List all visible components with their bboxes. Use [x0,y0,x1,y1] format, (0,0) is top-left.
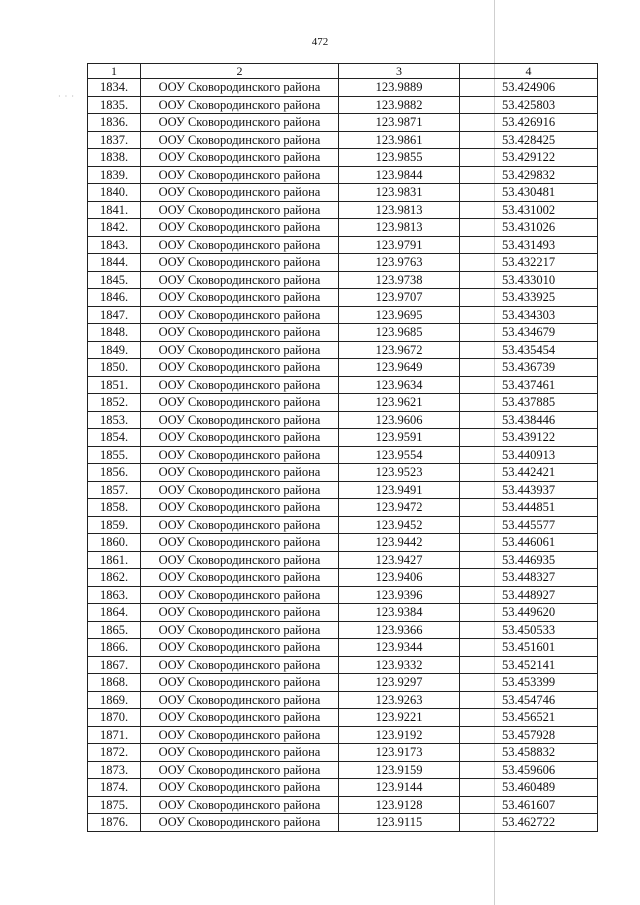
object-name: ООУ Сковородинского района [141,586,339,604]
row-number: 1859. [88,516,141,534]
object-name: ООУ Сковородинского района [141,761,339,779]
row-number: 1857. [88,481,141,499]
row-number: 1845. [88,271,141,289]
latitude-value: 53.448327 [460,569,598,587]
object-name: ООУ Сковородинского района [141,341,339,359]
longitude-value: 123.9144 [339,779,460,797]
latitude-value: 53.438446 [460,411,598,429]
longitude-value: 123.9882 [339,96,460,114]
longitude-value: 123.9366 [339,621,460,639]
table-row [88,516,598,534]
latitude-value: 53.437461 [460,376,598,394]
table-row [88,254,598,272]
latitude-value: 53.431493 [460,236,598,254]
row-number: 1866. [88,639,141,657]
object-name: ООУ Сковородинского района [141,394,339,412]
table-row [88,236,598,254]
row-number: 1856. [88,464,141,482]
table-row [88,814,598,832]
table-row [88,429,598,447]
table-row [88,219,598,237]
longitude-value: 123.9791 [339,236,460,254]
table-row [88,306,598,324]
latitude-value: 53.445577 [460,516,598,534]
row-number: 1855. [88,446,141,464]
longitude-value: 123.9221 [339,709,460,727]
column-header-4: 4 [460,64,598,79]
row-number: 1834. [88,79,141,97]
latitude-value: 53.430481 [460,184,598,202]
longitude-value: 123.9672 [339,341,460,359]
longitude-value: 123.9591 [339,429,460,447]
longitude-value: 123.9831 [339,184,460,202]
longitude-value: 123.9173 [339,744,460,762]
column-header-3: 3 [339,64,460,79]
latitude-value: 53.459606 [460,761,598,779]
table-row [88,324,598,342]
object-name: ООУ Сковородинского района [141,306,339,324]
row-number: 1840. [88,184,141,202]
object-name: ООУ Сковородинского района [141,376,339,394]
table-row [88,394,598,412]
page-number: 472 [311,36,329,48]
table-row [88,604,598,622]
coordinates-table [87,63,598,832]
latitude-value: 53.431002 [460,201,598,219]
table-row [88,376,598,394]
latitude-value: 53.428425 [460,131,598,149]
row-number: 1875. [88,796,141,814]
longitude-value: 123.9855 [339,149,460,167]
object-name: ООУ Сковородинского района [141,499,339,517]
latitude-value: 53.425803 [460,96,598,114]
object-name: ООУ Сковородинского района [141,131,339,149]
object-name: ООУ Сковородинского района [141,814,339,832]
latitude-value: 53.454746 [460,691,598,709]
table-row [88,201,598,219]
object-name: ООУ Сковородинского района [141,551,339,569]
row-number: 1860. [88,534,141,552]
row-number: 1870. [88,709,141,727]
latitude-value: 53.432217 [460,254,598,272]
table-row [88,779,598,797]
table-row [88,691,598,709]
table-row [88,411,598,429]
table-row [88,621,598,639]
row-number: 1876. [88,814,141,832]
latitude-value: 53.456521 [460,709,598,727]
object-name: ООУ Сковородинского района [141,516,339,534]
longitude-value: 123.9427 [339,551,460,569]
table-body [88,79,598,832]
longitude-value: 123.9128 [339,796,460,814]
row-number: 1853. [88,411,141,429]
object-name: ООУ Сковородинского района [141,744,339,762]
table-row [88,499,598,517]
object-name: ООУ Сковородинского района [141,464,339,482]
table-row [88,114,598,132]
object-name: ООУ Сковородинского района [141,604,339,622]
row-number: 1863. [88,586,141,604]
scan-margin-mark: · · · [58,92,75,101]
object-name: ООУ Сковородинского района [141,709,339,727]
longitude-value: 123.9649 [339,359,460,377]
table-row [88,289,598,307]
table-row [88,534,598,552]
latitude-value: 53.437885 [460,394,598,412]
object-name: ООУ Сковородинского района [141,411,339,429]
object-name: ООУ Сковородинского района [141,569,339,587]
latitude-value: 53.442421 [460,464,598,482]
table-row [88,744,598,762]
object-name: ООУ Сковородинского района [141,534,339,552]
latitude-value: 53.461607 [460,796,598,814]
latitude-value: 53.450533 [460,621,598,639]
longitude-value: 123.9813 [339,201,460,219]
longitude-value: 123.9621 [339,394,460,412]
longitude-value: 123.9263 [339,691,460,709]
object-name: ООУ Сковородинского района [141,796,339,814]
latitude-value: 53.457928 [460,726,598,744]
row-number: 1851. [88,376,141,394]
row-number: 1843. [88,236,141,254]
object-name: ООУ Сковородинского района [141,254,339,272]
object-name: ООУ Сковородинского района [141,271,339,289]
object-name: ООУ Сковородинского района [141,201,339,219]
object-name: ООУ Сковородинского района [141,691,339,709]
latitude-value: 53.453399 [460,674,598,692]
object-name: ООУ Сковородинского района [141,114,339,132]
table-header-row [88,64,598,79]
object-name: ООУ Сковородинского района [141,656,339,674]
object-name: ООУ Сковородинского района [141,674,339,692]
longitude-value: 123.9889 [339,79,460,97]
row-number: 1839. [88,166,141,184]
object-name: ООУ Сковородинского района [141,184,339,202]
table-row [88,639,598,657]
latitude-value: 53.436739 [460,359,598,377]
latitude-value: 53.458832 [460,744,598,762]
row-number: 1837. [88,131,141,149]
row-number: 1861. [88,551,141,569]
latitude-value: 53.429832 [460,166,598,184]
latitude-value: 53.448927 [460,586,598,604]
table-row [88,709,598,727]
table-row [88,464,598,482]
latitude-value: 53.446061 [460,534,598,552]
object-name: ООУ Сковородинского района [141,359,339,377]
longitude-value: 123.9491 [339,481,460,499]
table-row [88,341,598,359]
longitude-value: 123.9472 [339,499,460,517]
longitude-value: 123.9297 [339,674,460,692]
table-row [88,131,598,149]
longitude-value: 123.9452 [339,516,460,534]
table-row [88,96,598,114]
longitude-value: 123.9344 [339,639,460,657]
latitude-value: 53.451601 [460,639,598,657]
object-name: ООУ Сковородинского района [141,324,339,342]
table-row [88,149,598,167]
row-number: 1848. [88,324,141,342]
longitude-value: 123.9707 [339,289,460,307]
latitude-value: 53.434303 [460,306,598,324]
row-number: 1850. [88,359,141,377]
row-number: 1854. [88,429,141,447]
table-row [88,166,598,184]
object-name: ООУ Сковородинского района [141,79,339,97]
longitude-value: 123.9685 [339,324,460,342]
longitude-value: 123.9442 [339,534,460,552]
longitude-value: 123.9523 [339,464,460,482]
longitude-value: 123.9384 [339,604,460,622]
table-row [88,674,598,692]
latitude-value: 53.446935 [460,551,598,569]
object-name: ООУ Сковородинского района [141,481,339,499]
longitude-value: 123.9115 [339,814,460,832]
column-header-2: 2 [141,64,339,79]
table-row [88,79,598,97]
latitude-value: 53.460489 [460,779,598,797]
table-row [88,796,598,814]
object-name: ООУ Сковородинского района [141,726,339,744]
longitude-value: 123.9871 [339,114,460,132]
object-name: ООУ Сковородинского района [141,289,339,307]
table-row [88,569,598,587]
object-name: ООУ Сковородинского района [141,429,339,447]
row-number: 1842. [88,219,141,237]
latitude-value: 53.426916 [460,114,598,132]
row-number: 1846. [88,289,141,307]
latitude-value: 53.444851 [460,499,598,517]
table-row [88,761,598,779]
table-row [88,551,598,569]
longitude-value: 123.9606 [339,411,460,429]
longitude-value: 123.9695 [339,306,460,324]
row-number: 1862. [88,569,141,587]
row-number: 1838. [88,149,141,167]
object-name: ООУ Сковородинского района [141,96,339,114]
longitude-value: 123.9763 [339,254,460,272]
row-number: 1844. [88,254,141,272]
latitude-value: 53.439122 [460,429,598,447]
table-row [88,726,598,744]
longitude-value: 123.9844 [339,166,460,184]
row-number: 1868. [88,674,141,692]
table-row [88,481,598,499]
column-header-1: 1 [88,64,141,79]
latitude-value: 53.443937 [460,481,598,499]
latitude-value: 53.433925 [460,289,598,307]
table-row [88,586,598,604]
row-number: 1847. [88,306,141,324]
latitude-value: 53.431026 [460,219,598,237]
object-name: ООУ Сковородинского района [141,446,339,464]
longitude-value: 123.9634 [339,376,460,394]
longitude-value: 123.9159 [339,761,460,779]
row-number: 1871. [88,726,141,744]
table-row [88,271,598,289]
latitude-value: 53.434679 [460,324,598,342]
latitude-value: 53.424906 [460,79,598,97]
row-number: 1835. [88,96,141,114]
latitude-value: 53.462722 [460,814,598,832]
longitude-value: 123.9406 [339,569,460,587]
longitude-value: 123.9861 [339,131,460,149]
object-name: ООУ Сковородинского района [141,236,339,254]
object-name: ООУ Сковородинского района [141,621,339,639]
table-row [88,656,598,674]
row-number: 1836. [88,114,141,132]
object-name: ООУ Сковородинского района [141,639,339,657]
row-number: 1852. [88,394,141,412]
longitude-value: 123.9332 [339,656,460,674]
row-number: 1849. [88,341,141,359]
object-name: ООУ Сковородинского района [141,779,339,797]
table-row [88,446,598,464]
row-number: 1874. [88,779,141,797]
latitude-value: 53.449620 [460,604,598,622]
longitude-value: 123.9192 [339,726,460,744]
row-number: 1858. [88,499,141,517]
object-name: ООУ Сковородинского района [141,219,339,237]
longitude-value: 123.9396 [339,586,460,604]
table-row [88,359,598,377]
row-number: 1867. [88,656,141,674]
latitude-value: 53.433010 [460,271,598,289]
latitude-value: 53.452141 [460,656,598,674]
latitude-value: 53.429122 [460,149,598,167]
row-number: 1841. [88,201,141,219]
row-number: 1865. [88,621,141,639]
longitude-value: 123.9813 [339,219,460,237]
object-name: ООУ Сковородинского района [141,149,339,167]
object-name: ООУ Сковородинского района [141,166,339,184]
row-number: 1864. [88,604,141,622]
longitude-value: 123.9554 [339,446,460,464]
latitude-value: 53.440913 [460,446,598,464]
table-row [88,184,598,202]
row-number: 1872. [88,744,141,762]
row-number: 1869. [88,691,141,709]
row-number: 1873. [88,761,141,779]
latitude-value: 53.435454 [460,341,598,359]
longitude-value: 123.9738 [339,271,460,289]
